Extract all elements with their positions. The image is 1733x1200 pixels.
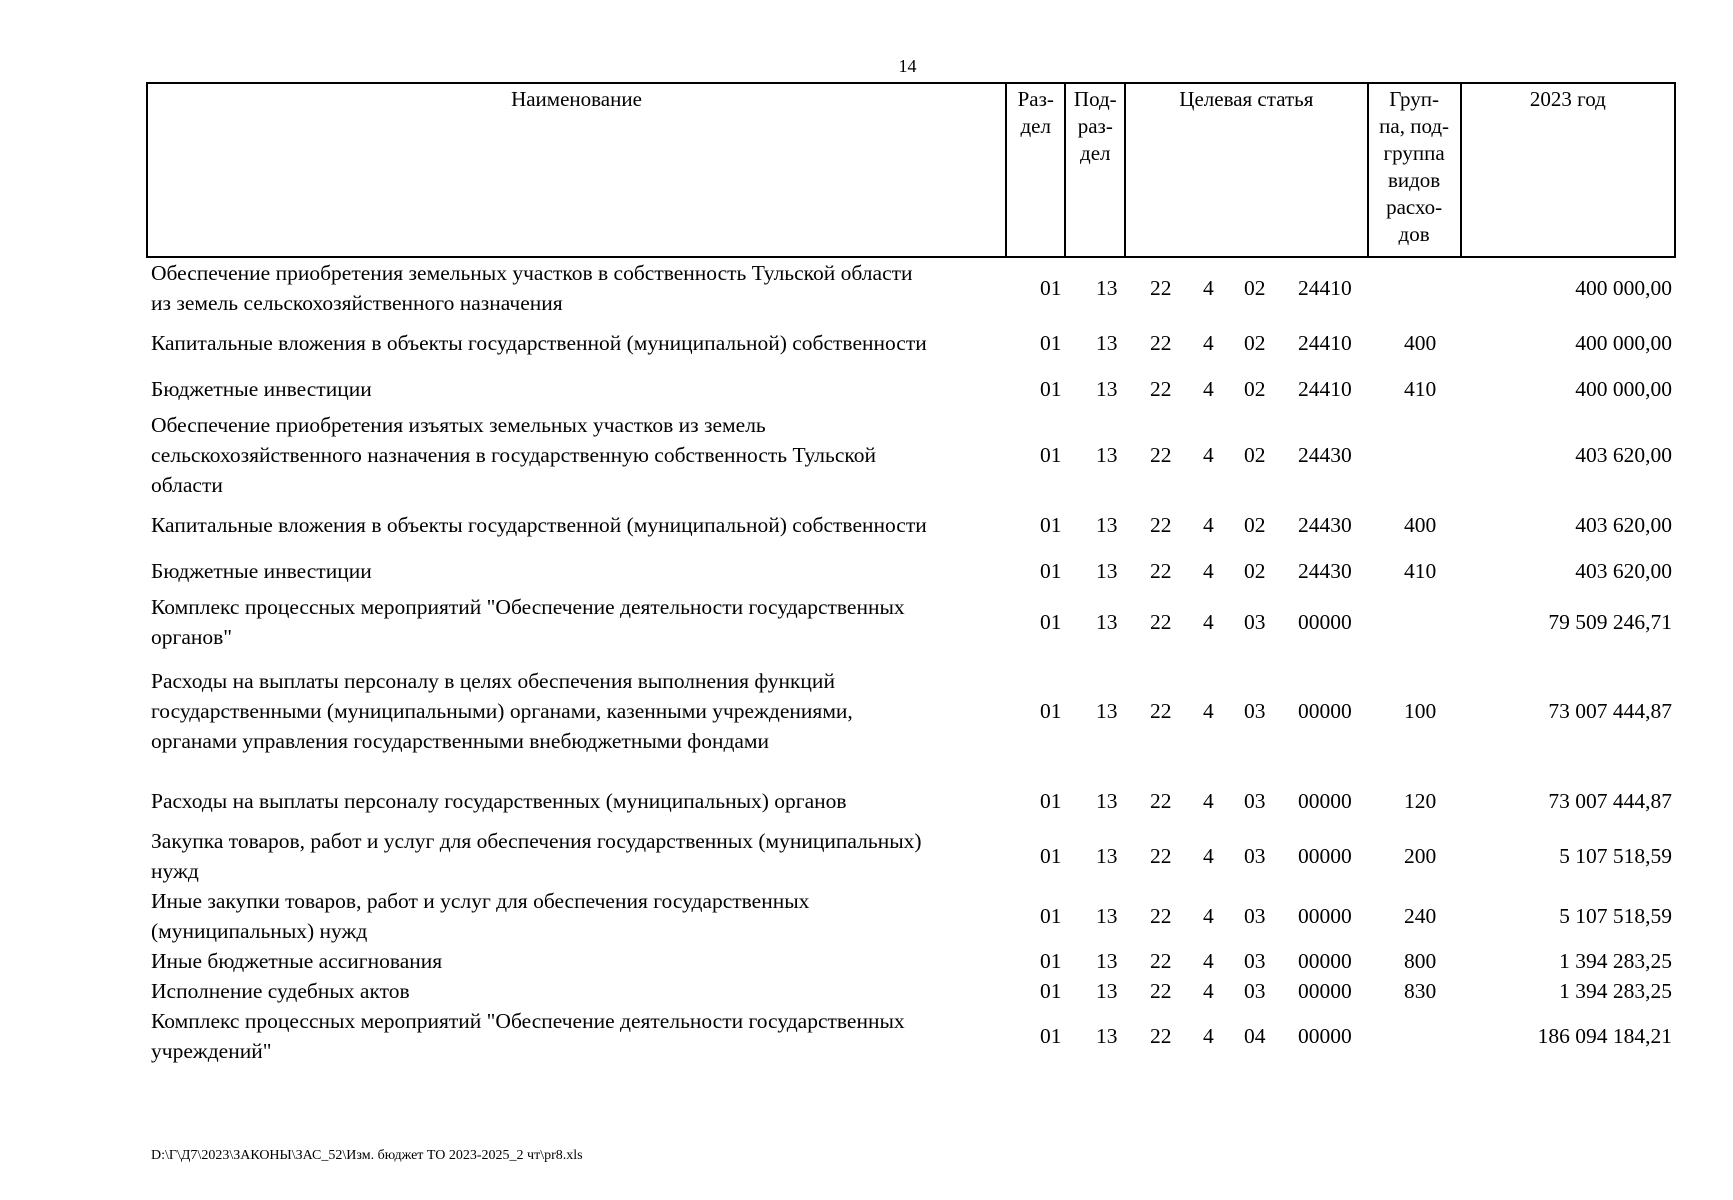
- header-podrazdel-line: Под-: [1073, 87, 1117, 111]
- amount-cell: 1 394 283,25: [1559, 949, 1672, 973]
- celevaya-cell: 22: [1150, 904, 1172, 928]
- row-name: [151, 592, 1031, 652]
- celevaya-cell: 24410: [1298, 377, 1352, 401]
- celevaya-cell: 22: [1150, 559, 1172, 583]
- row-name-line: сельскохозяйственного назначения в государственную собственность Тульской: [151, 443, 876, 467]
- celevaya-cell: 4: [1203, 443, 1214, 467]
- razdel-cell: 01: [1040, 559, 1062, 583]
- razdel-cell: 01: [1040, 844, 1062, 868]
- header-group-line: Груп-: [1389, 87, 1439, 111]
- celevaya-cell: 22: [1150, 979, 1172, 1003]
- row-name-line: Закупка товаров, работ и услуг для обеспечения государственных (муниципальных): [151, 829, 922, 853]
- razdel-cell: 01: [1040, 610, 1062, 634]
- celevaya-cell: 24430: [1298, 443, 1352, 467]
- celevaya-cell: 03: [1244, 949, 1266, 973]
- celevaya-cell: 4: [1203, 559, 1214, 583]
- row-name-line: области: [151, 473, 223, 497]
- header-group-line: па, под-: [1379, 114, 1450, 138]
- row-name-line: Иные закупки товаров, работ и услуг для обеспечения государственных: [151, 889, 810, 913]
- celevaya-cell: 03: [1244, 904, 1266, 928]
- header-razdel-line: дел: [1020, 114, 1051, 138]
- celevaya-cell: 4: [1203, 789, 1214, 813]
- amount-cell: 400 000,00: [1575, 276, 1672, 300]
- celevaya-cell: 22: [1150, 789, 1172, 813]
- row-name-line: Исполнение судебных актов: [151, 979, 410, 1003]
- celevaya-cell: 4: [1203, 610, 1214, 634]
- header-celevaya-statya: Целевая статья: [1125, 83, 1367, 257]
- celevaya-cell: 00000: [1298, 699, 1352, 723]
- razdel-cell: 01: [1040, 377, 1062, 401]
- row-name: [151, 946, 1031, 976]
- celevaya-cell: 22: [1150, 377, 1172, 401]
- razdel-cell: 01: [1040, 331, 1062, 355]
- group-cell: 120: [1404, 789, 1437, 813]
- row-name-line: Обеспечение приобретения изъятых земельных участков из земель: [151, 413, 766, 437]
- amount-cell: 5 107 518,59: [1559, 844, 1672, 868]
- row-name-line: Капитальные вложения в объекты государственной (муниципальной) собственности: [151, 331, 927, 355]
- row-name-line: органами управления государственными внебюджетными фондами: [151, 729, 770, 753]
- amount-cell: 1 394 283,25: [1559, 979, 1672, 1003]
- header-podrazdel-line: раз-: [1077, 114, 1113, 138]
- celevaya-cell: 00000: [1298, 610, 1352, 634]
- razdel-cell: 01: [1040, 904, 1062, 928]
- podrazdel-cell: 13: [1096, 979, 1118, 1003]
- celevaya-cell: 4: [1203, 331, 1214, 355]
- podrazdel-cell: 13: [1096, 844, 1118, 868]
- celevaya-cell: 22: [1150, 513, 1172, 537]
- celevaya-cell: 4: [1203, 377, 1214, 401]
- podrazdel-cell: 13: [1096, 949, 1118, 973]
- celevaya-cell: 02: [1244, 443, 1266, 467]
- row-name-line: учреждений": [151, 1039, 272, 1063]
- celevaya-cell: 4: [1203, 844, 1214, 868]
- group-cell: 410: [1404, 377, 1437, 401]
- group-cell: 400: [1404, 331, 1437, 355]
- group-cell: 410: [1404, 559, 1437, 583]
- row-name-line: нужд: [151, 859, 199, 883]
- celevaya-cell: 00000: [1298, 844, 1352, 868]
- group-cell: 240: [1404, 904, 1437, 928]
- celevaya-cell: 22: [1150, 844, 1172, 868]
- row-name-line: Комплекс процессных мероприятий "Обеспечение деятельности государственных: [151, 1009, 905, 1033]
- celevaya-cell: 02: [1244, 377, 1266, 401]
- amount-cell: 186 094 184,21: [1537, 1024, 1672, 1048]
- amount-cell: 403 620,00: [1575, 443, 1672, 467]
- celevaya-cell: 22: [1150, 949, 1172, 973]
- file-path-footer: D:\Г\Д7\2023\ЗАКОНЫ\ЗАС_52\Изм. бюджет ТО 2023-2025_2 чт\pr8.xls: [151, 1148, 583, 1163]
- header-group-line: группа: [1383, 141, 1445, 165]
- celevaya-cell: 02: [1244, 513, 1266, 537]
- row-name-line: Обеспечение приобретения земельных участков в собственность Тульской области: [151, 261, 913, 285]
- row-name: [151, 410, 1031, 500]
- podrazdel-cell: 13: [1096, 789, 1118, 813]
- razdel-cell: 01: [1040, 979, 1062, 1003]
- group-cell: 400: [1404, 513, 1437, 537]
- amount-cell: 79 509 246,71: [1548, 610, 1672, 634]
- row-name: [151, 886, 1031, 946]
- header-group-line: видов: [1387, 168, 1441, 192]
- row-name-line: Бюджетные инвестиции: [151, 377, 372, 401]
- header-group-line: дов: [1398, 222, 1430, 246]
- razdel-cell: 01: [1040, 443, 1062, 467]
- amount-cell: 73 007 444,87: [1548, 699, 1672, 723]
- celevaya-cell: 00000: [1298, 1024, 1352, 1048]
- celevaya-cell: 03: [1244, 789, 1266, 813]
- celevaya-cell: 22: [1150, 276, 1172, 300]
- row-name: [151, 556, 1031, 586]
- podrazdel-cell: 13: [1096, 276, 1118, 300]
- row-name-line: органов": [151, 625, 233, 649]
- celevaya-cell: 4: [1203, 513, 1214, 537]
- row-name-line: Расходы на выплаты персоналу государственных (муниципальных) органов: [151, 789, 847, 813]
- amount-cell: 403 620,00: [1575, 559, 1672, 583]
- group-cell: 830: [1404, 979, 1437, 1003]
- celevaya-cell: 22: [1150, 1024, 1172, 1048]
- row-name-line: Расходы на выплаты персоналу в целях обеспечения выполнения функций: [151, 669, 835, 693]
- razdel-cell: 01: [1040, 699, 1062, 723]
- celevaya-cell: 00000: [1298, 789, 1352, 813]
- celevaya-cell: 03: [1244, 610, 1266, 634]
- amount-cell: 73 007 444,87: [1548, 789, 1672, 813]
- header-podrazdel-line: дел: [1080, 141, 1111, 165]
- podrazdel-cell: 13: [1096, 377, 1118, 401]
- group-cell: 100: [1404, 699, 1437, 723]
- celevaya-cell: 00000: [1298, 904, 1352, 928]
- header-year: 2023 год: [1461, 83, 1675, 257]
- celevaya-cell: 4: [1203, 904, 1214, 928]
- celevaya-cell: 04: [1244, 1024, 1266, 1048]
- celevaya-cell: 24430: [1298, 513, 1352, 537]
- celevaya-cell: 22: [1150, 443, 1172, 467]
- celevaya-cell: 22: [1150, 699, 1172, 723]
- razdel-cell: 01: [1040, 513, 1062, 537]
- razdel-cell: 01: [1040, 276, 1062, 300]
- podrazdel-cell: 13: [1096, 904, 1118, 928]
- row-name-line: Иные бюджетные ассигнования: [151, 949, 443, 973]
- row-name-line: (муниципальных) нужд: [151, 919, 368, 943]
- celevaya-cell: 4: [1203, 1024, 1214, 1048]
- header-name: Наименование: [147, 83, 1006, 257]
- group-cell: 800: [1404, 949, 1437, 973]
- celevaya-cell: 24410: [1298, 276, 1352, 300]
- row-name: [151, 826, 1031, 886]
- celevaya-cell: 00000: [1298, 979, 1352, 1003]
- razdel-cell: 01: [1040, 1024, 1062, 1048]
- amount-cell: 403 620,00: [1575, 513, 1672, 537]
- podrazdel-cell: 13: [1096, 1024, 1118, 1048]
- celevaya-cell: 24410: [1298, 331, 1352, 355]
- row-name: [151, 258, 1031, 318]
- row-name-line: Комплекс процессных мероприятий "Обеспечение деятельности государственных: [151, 595, 905, 619]
- celevaya-cell: 03: [1244, 699, 1266, 723]
- celevaya-cell: 4: [1203, 276, 1214, 300]
- celevaya-cell: 4: [1203, 979, 1214, 1003]
- celevaya-cell: 02: [1244, 331, 1266, 355]
- row-name: [151, 510, 1031, 540]
- celevaya-cell: 02: [1244, 559, 1266, 583]
- celevaya-cell: 24430: [1298, 559, 1352, 583]
- podrazdel-cell: 13: [1096, 331, 1118, 355]
- row-name-line: государственными (муниципальными) органами, казенными учреждениями,: [151, 699, 853, 723]
- header-group-line: расхо-: [1386, 195, 1443, 219]
- razdel-cell: 01: [1040, 789, 1062, 813]
- celevaya-cell: 4: [1203, 949, 1214, 973]
- amount-cell: 5 107 518,59: [1559, 904, 1672, 928]
- header-razdel-line: Раз-: [1017, 87, 1054, 111]
- podrazdel-cell: 13: [1096, 610, 1118, 634]
- row-name: [151, 786, 1031, 816]
- celevaya-cell: 00000: [1298, 949, 1352, 973]
- row-name-line: из земель сельскохозяйственного назначения: [151, 291, 563, 315]
- page-number: 14: [898, 56, 917, 76]
- podrazdel-cell: 13: [1096, 443, 1118, 467]
- group-cell: 200: [1404, 844, 1437, 868]
- row-name: [151, 374, 1031, 404]
- razdel-cell: 01: [1040, 949, 1062, 973]
- row-name: [151, 1006, 1031, 1066]
- podrazdel-cell: 13: [1096, 559, 1118, 583]
- row-name-line: Капитальные вложения в объекты государственной (муниципальной) собственности: [151, 513, 927, 537]
- celevaya-cell: 22: [1150, 331, 1172, 355]
- row-name: [151, 666, 1031, 756]
- celevaya-cell: 4: [1203, 699, 1214, 723]
- row-name-line: Бюджетные инвестиции: [151, 559, 372, 583]
- row-name: [151, 328, 1031, 358]
- amount-cell: 400 000,00: [1575, 377, 1672, 401]
- row-name: [151, 976, 1031, 1006]
- podrazdel-cell: 13: [1096, 699, 1118, 723]
- celevaya-cell: 22: [1150, 610, 1172, 634]
- podrazdel-cell: 13: [1096, 513, 1118, 537]
- amount-cell: 400 000,00: [1575, 331, 1672, 355]
- celevaya-cell: 03: [1244, 979, 1266, 1003]
- celevaya-cell: 02: [1244, 276, 1266, 300]
- celevaya-cell: 03: [1244, 844, 1266, 868]
